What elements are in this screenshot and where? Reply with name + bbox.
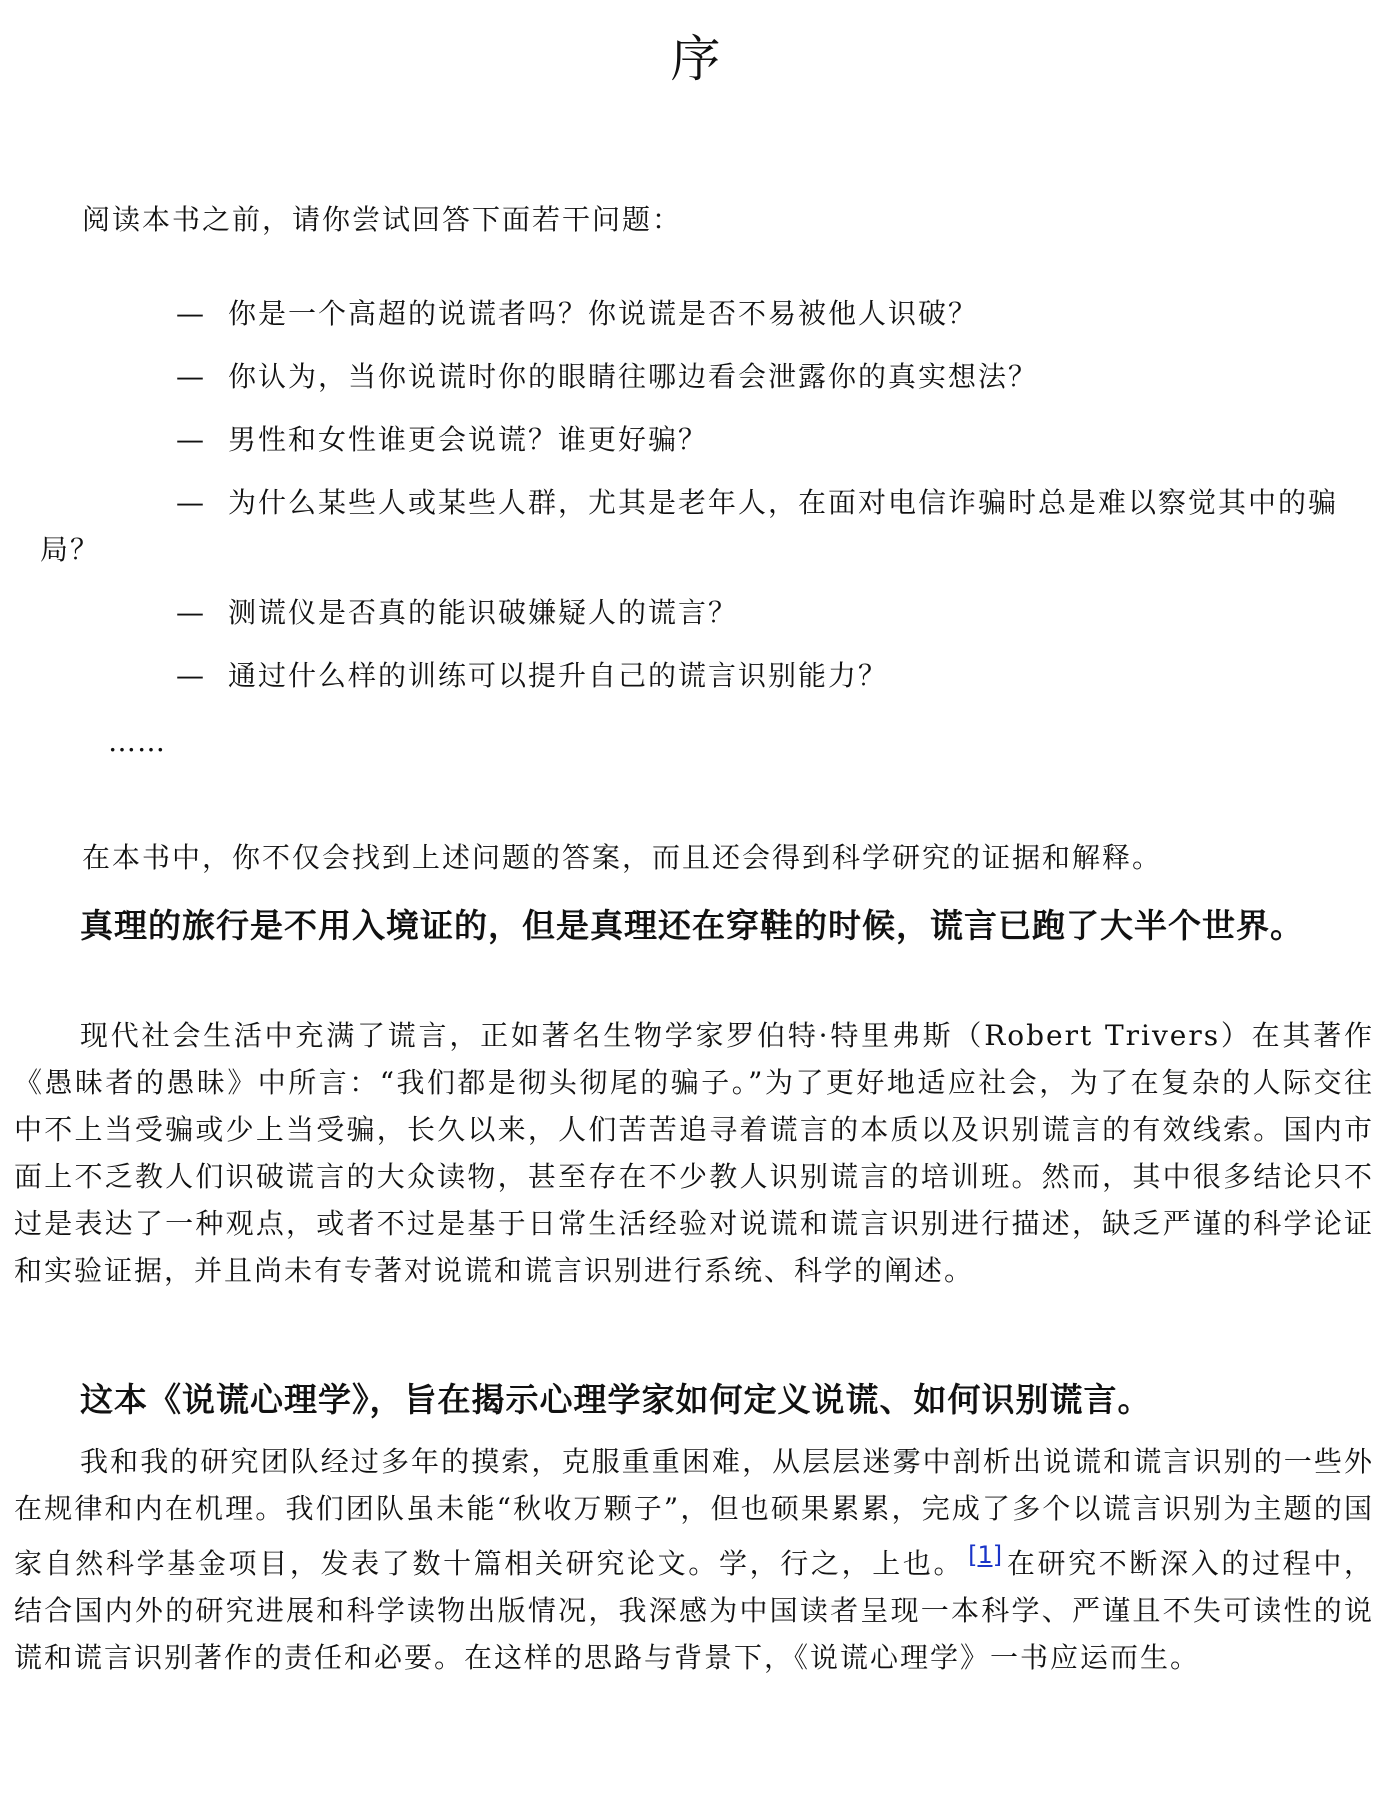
- question-text: 测谎仪是否真的能识破嫌疑人的谎言？: [228, 596, 739, 629]
- question-text: 为什么某些人或某些人群，尤其是老年人，在面对电信诈骗时总是难以察觉其中的骗局？: [40, 486, 1339, 566]
- list-item: [40, 652, 1370, 699]
- bold-heading-book-purpose: 这本《说谎心理学》，旨在揭示心理学家如何定义说谎、如何识别谎言。: [80, 1380, 1152, 1419]
- list-item: [40, 589, 1370, 636]
- question-text: 你是一个高超的说谎者吗？你说谎是否不易被他人识破？: [228, 297, 979, 330]
- paragraph-text-after-note: 在研究不断深入的过程中，结合国内外的研究进展和科学读物出版情况，我深感为中国读者呈现一本科学、严谨且不失可读性的说谎和谎言识别著作的责任和必要。在这样的思路与背景下，《说谎心理学》一书应运而生。: [14, 1547, 1374, 1674]
- dash-bullet: —: [176, 360, 206, 393]
- research-team-paragraph: [14, 1438, 1374, 1681]
- question-text: 通过什么样的训练可以提升自己的谎言识别能力？: [228, 659, 889, 692]
- list-item: [40, 290, 1370, 337]
- dash-bullet: —: [176, 659, 206, 692]
- dash-bullet: —: [176, 486, 206, 519]
- list-item: [40, 416, 1370, 463]
- page-title: 序: [670, 30, 721, 88]
- question-list: [40, 290, 1370, 715]
- list-ellipsis: ……: [108, 725, 166, 758]
- intro-paragraph: 阅读本书之前，请你尝试回答下面若干问题：: [82, 203, 683, 236]
- footnote-link[interactable]: [1]: [968, 1541, 1003, 1569]
- dash-bullet: —: [176, 596, 206, 629]
- dash-bullet: —: [176, 297, 206, 330]
- question-text: 你认为，当你说谎时你的眼睛往哪边看会泄露你的真实想法？: [228, 360, 1039, 393]
- question-text: 男性和女性谁更会说谎？谁更好骗？: [228, 423, 709, 456]
- answer-paragraph: 在本书中，你不仅会找到上述问题的答案，而且还会得到科学研究的证据和解释。: [82, 841, 1163, 874]
- list-item: [40, 479, 1370, 573]
- list-item: [40, 353, 1370, 400]
- bold-heading-truth: 真理的旅行是不用入境证的，但是真理还在穿鞋的时候，谎言已跑了大半个世界。: [80, 906, 1304, 945]
- paragraph-text-before-note: 我和我的研究团队经过多年的摸索，克服重重困难，从层层迷雾中剖析出说谎和谎言识别的一些外在规律和内在机理。我们团队虽未能“秋收万颗子”，但也硕果累累，完成了多个以谎言识别为主题的国家自然科学基金项目，发表了数十篇相关研究论文。学，行之，上也。: [14, 1445, 1374, 1580]
- modern-society-paragraph: 现代社会生活中充满了谎言，正如著名生物学家罗伯特·特里弗斯（Robert Trivers）在其著作《愚昧者的愚昧》中所言：“我们都是彻头彻尾的骗子。”为了更好地适应社会，为了在复杂的人际交往中不上当受骗或少上当受骗，长久以来，人们苦苦追寻着谎言的本质以及识别谎言的有效线索。国内市面上不乏教人们识破谎言的大众读物，甚至存在不少教人识别谎言的培训班。然而，其中很多结论只不过是表达了一种观点，或者不过是基于日常生活经验对说谎和谎言识别进行描述，缺乏严谨的科学论证和实验证据，并且尚未有专著对说谎和谎言识别进行系统、科学的阐述。: [14, 1019, 1374, 1287]
- dash-bullet: —: [176, 423, 206, 456]
